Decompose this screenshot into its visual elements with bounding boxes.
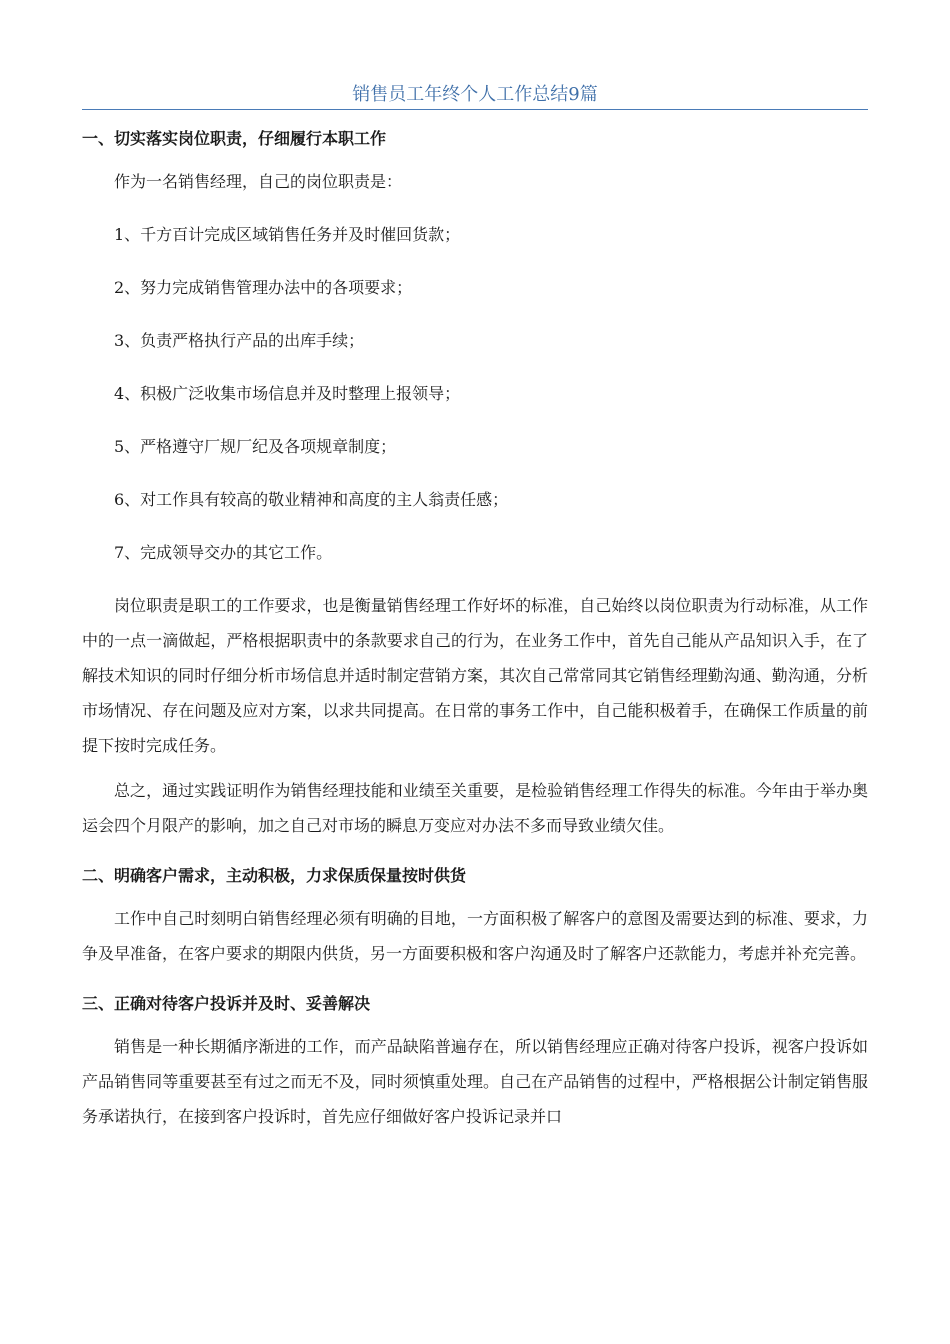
list-item-6: 6、对工作具有较高的敬业精神和高度的主人翁责任感；: [114, 490, 509, 509]
list-item-5: 5、严格遵守厂规厂纪及各项规章制度；: [114, 437, 397, 456]
title-underline: [82, 109, 868, 110]
section-heading-3: 三、正确对待客户投诉并及时、妥善解决: [82, 994, 371, 1013]
list-item-7: 7、完成领导交办的其它工作。: [114, 543, 333, 562]
list-item-1: 1、千方百计完成区域销售任务并及时催回货款；: [114, 225, 461, 244]
paragraph: 岗位职责是职工的工作要求，也是衡量销售经理工作好坏的标准，自己始终以岗位职责为行动标准，从工作中的一点一滴做起，严格根据职责中的条款要求自己的行为，在业务工作中，首先自己能从产品知识入手，在了解技术知识的同时仔细分析市场信息并适时制定营销方案，其次自己常常同其它销售经理勤沟通、勤沟通，分析市场情况、存在问题及应对方案，以求共同提高。在日常的事务工作中，自己能积极着手，在确保工作质量的前提下按时完成任务。: [82, 596, 868, 755]
paragraph: 工作中自己时刻明白销售经理必须有明确的目地，一方面积极了解客户的意图及需要达到的标准、要求，力争及早准备，在客户要求的期限内供货，另一方面要积极和客户沟通及时了解客户还款能力，考虑并补充完善。: [82, 909, 868, 963]
paragraph: 作为一名销售经理，自己的岗位职责是：: [114, 172, 403, 191]
section-heading-2: 二、明确客户需求，主动积极，力求保质保量按时供货: [82, 866, 467, 885]
section-heading-1: 一、切实落实岗位职责，仔细履行本职工作: [82, 129, 387, 148]
list-item-2: 2、努力完成销售管理办法中的各项要求；: [114, 278, 413, 297]
document-body: [82, 124, 868, 1134]
list-item-4: 4、积极广泛收集市场信息并及时整理上报领导；: [114, 384, 461, 403]
document-title: 销售员工年终个人工作总结9篇: [352, 84, 598, 105]
list-item-3: 3、负责严格执行产品的出库手续；: [114, 331, 365, 350]
paragraph: 总之，通过实践证明作为销售经理技能和业绩至关重要，是检验销售经理工作得失的标准。今年由于举办奥运会四个月限产的影响，加之自己对市场的瞬息万变应对办法不多而导致业绩欠佳。: [82, 781, 868, 835]
paragraph: 销售是一种长期循序渐进的工作，而产品缺陷普遍存在，所以销售经理应正确对待客户投诉，视客户投诉如产品销售同等重要甚至有过之而无不及，同时须慎重处理。自己在产品销售的过程中，严格根据公计制定销售服务承诺执行，在接到客户投诉时，首先应仔细做好客户投诉记录并口: [82, 1037, 868, 1126]
